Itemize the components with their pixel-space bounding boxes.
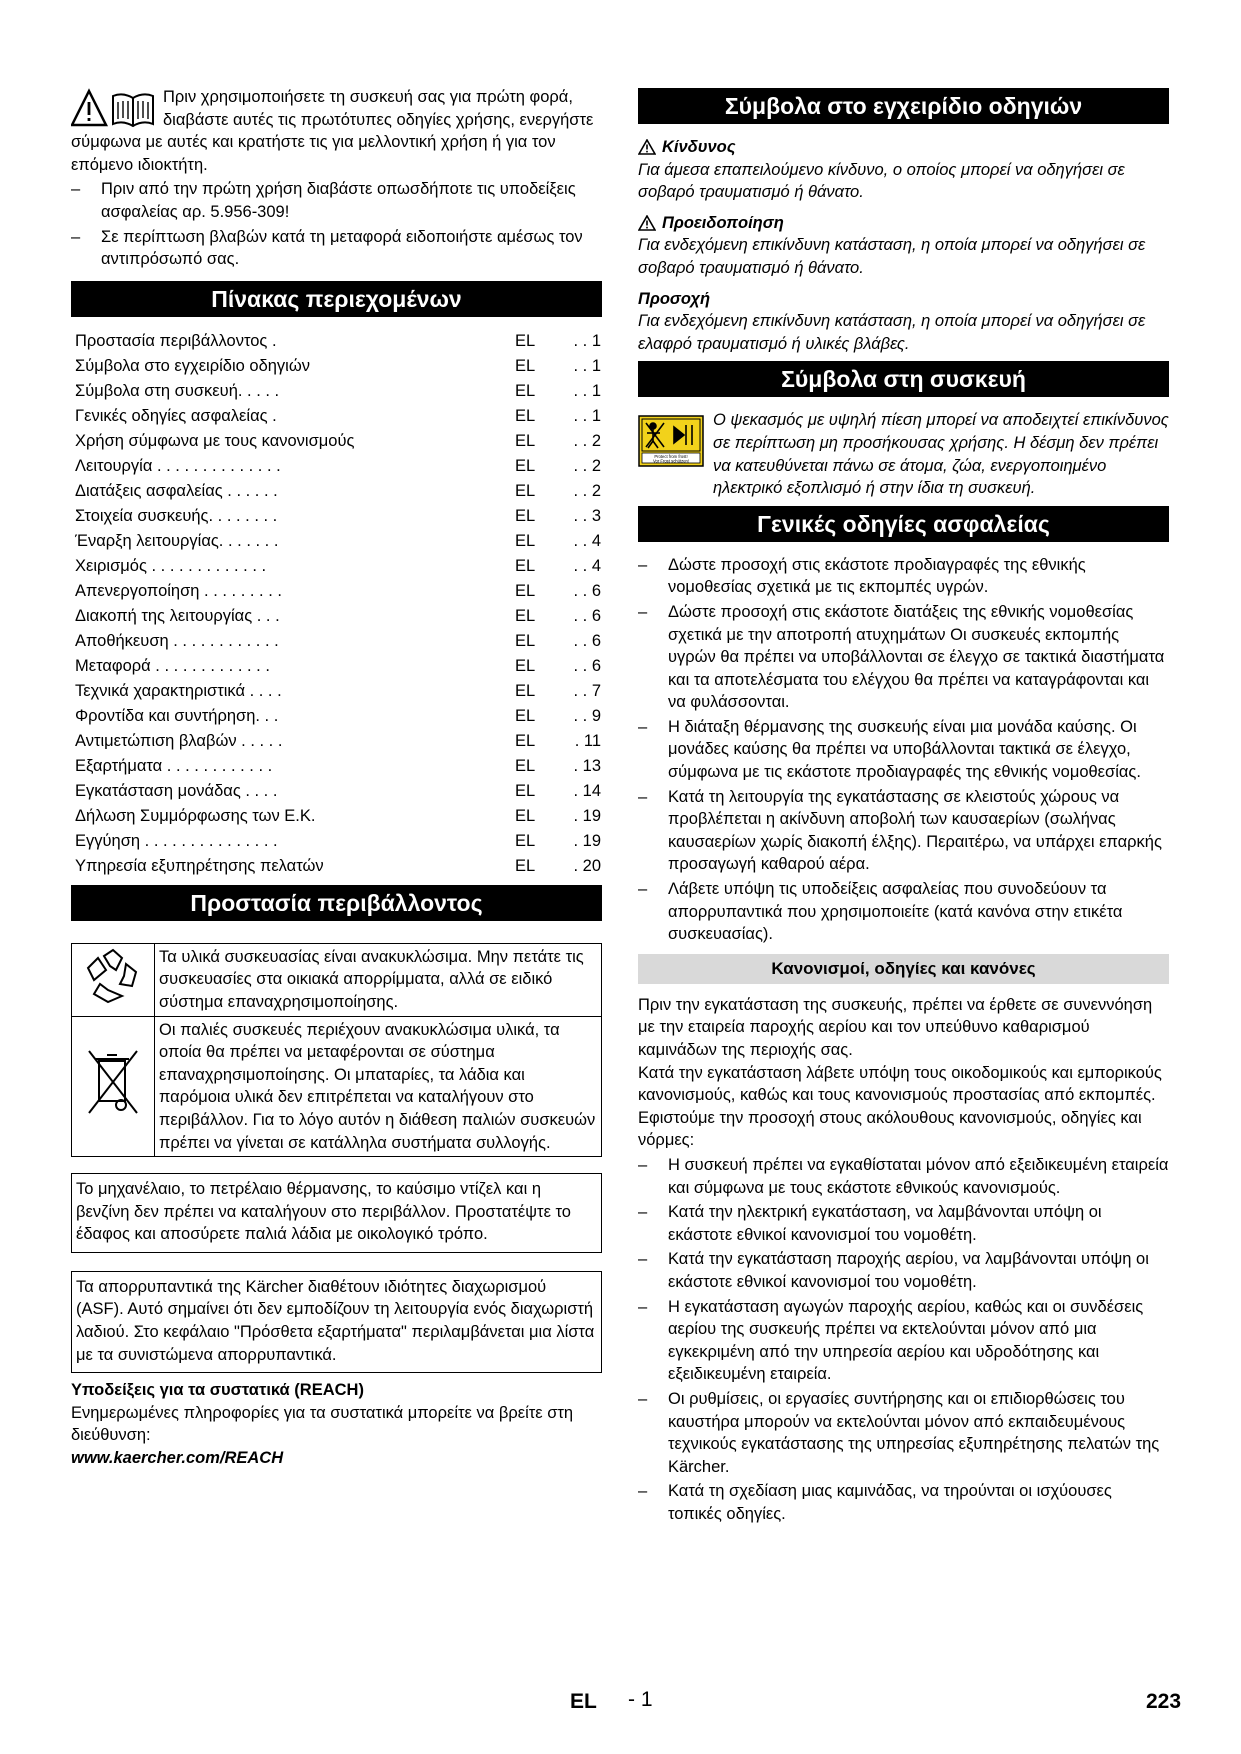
toc-entry-language: EL	[515, 406, 536, 425]
list-item: – Κατά την εγκατάσταση παροχής αερίου, να λαμβάνονται υπόψη οι εκάστοτε εθνικοί κανονισμοί του νομοθέτη.	[638, 1248, 1169, 1293]
rules-list	[638, 1154, 1169, 1526]
toc-entry-language: EL	[515, 806, 536, 825]
toc-entry-page: . . 1	[573, 406, 601, 425]
warning-heading	[638, 212, 1169, 235]
device-symbols-heading: Σύμβολα στη συσκευή	[638, 361, 1169, 397]
safety-list	[638, 554, 1169, 946]
toc-entry-page: . 19	[573, 831, 601, 850]
danger-title: Κίνδυνος	[662, 138, 736, 156]
toc-row[interactable]	[71, 504, 602, 529]
warning-manual-icon	[71, 88, 155, 128]
toc-row[interactable]	[71, 354, 602, 379]
toc-entry-title: Εγγύηση . . . . . . . . . . . . . . .	[75, 831, 278, 850]
right-column	[638, 88, 1169, 1525]
list-item: – Δώστε προσοχή στις εκάστοτε προδιαγραφές της εθνικής νομοθεσίας σχετικά με τις εκπομπές υγρών.	[638, 554, 1169, 599]
list-item: – Λάβετε υπόψη τις υποδείξεις ασφαλείας που συνοδεύουν τα απορρυπαντικά που χρησιμοποιείτε (κατά κανόνα στην ετικέτα συσκευασίας).	[638, 878, 1169, 946]
toc-entry-title: Εξαρτήματα . . . . . . . . . . . .	[75, 756, 273, 775]
label-line-2: Vor Frost schützen!	[652, 458, 690, 464]
toc-entry-title: Υπηρεσία εξυπηρέτησης πελατών	[75, 856, 324, 875]
rules-paragraph-2: Κατά την εγκατάσταση λάβετε υπόψη τους οικοδομικούς και εμπορικούς κανονισμούς, καθώς και τους κανονισμούς προστασίας από εκπομπές. Εφιστούμε την προσοχή στους ακόλουθους κανονισμούς, οδηγίες και νόρμες:	[638, 1063, 1162, 1150]
toc-row[interactable]	[71, 404, 602, 429]
toc-entry-page: . . 2	[573, 481, 601, 500]
toc-entry-page: . 19	[573, 806, 601, 825]
environment-table	[71, 943, 602, 1157]
intro-text: Πριν χρησιμοποιήσετε τη συσκευή σας για πρώτη φορά, διαβάστε αυτές τις πρωτότυπες οδηγίες χρήσης, ενεργήστε σύμφωνα με αυτές και κρατήστε τις για μελλοντική χρήση ή για τον επόμενο ιδιοκτήτη.	[71, 88, 594, 174]
toc-entry-title: Χειρισμός . . . . . . . . . . . . .	[75, 556, 267, 575]
recycle-icon	[82, 946, 144, 1008]
toc-entry-title: Λειτουργία . . . . . . . . . . . . . .	[75, 456, 281, 475]
warning-label-cell	[638, 409, 713, 499]
toc-entry-title: Γενικές οδηγίες ασφαλείας .	[75, 406, 277, 425]
list-item: – Σε περίπτωση βλαβών κατά τη μεταφορά ειδοποιήστε αμέσως τον αντιπρόσωπό σας.	[71, 226, 602, 271]
footer-section-page: - 1	[628, 1688, 653, 1711]
toc-entry-language: EL	[515, 356, 536, 375]
crossed-bin-icon	[85, 1047, 141, 1121]
toc-row[interactable]	[71, 554, 602, 579]
list-item: – Κατά τη λειτουργία της εγκατάστασης σε κλειστούς χώρους να προβλέπεται η ακίνδυνη αποβολή των καυσαερίων (σωλήνας καυσαερίων χωρίς διακοπή έλξης). Περαιτέρω, να υπάρχει επαρκής προσαγωγή καθαρού αέρα.	[638, 786, 1169, 876]
toc-row[interactable]	[71, 329, 602, 354]
packaging-text: Τα υλικά συσκευασίας είναι ανακυκλώσιμα. Μην πετάτε τις συσκευασίες στα οικιακά απορρίμματα, αλλά σε ειδικό σύστημα επαναχρησιμοποίησης.	[159, 947, 584, 1011]
toc-entry-language: EL	[515, 381, 536, 400]
environment-heading: Προστασία περιβάλλοντος	[71, 885, 602, 921]
toc-entry-page: . . 6	[573, 656, 601, 675]
warning-triangle-icon	[638, 139, 656, 155]
toc-entry-language: EL	[515, 506, 536, 525]
toc-entry-page: . . 1	[573, 356, 601, 375]
toc-entry-language: EL	[515, 581, 536, 600]
footer-language: EL	[570, 1690, 597, 1713]
list-item: – Κατά τη σχεδίαση μιας καμινάδας, να τηρούνται οι ισχύουσες τοπικές οδηγίες.	[638, 1480, 1169, 1525]
oil-notice-text: Το μηχανέλαιο, το πετρέλαιο θέρμανσης, το καύσιμο ντίζελ και η βενζίνη δεν πρέπει να καταλήγουν στο περιβάλλον. Προστατέψτε το έδαφος και αποσύρετε παλιά λάδια με οικολογικό τρόπο.	[76, 1180, 571, 1244]
toc-row[interactable]	[71, 779, 602, 804]
toc-row[interactable]	[71, 704, 602, 729]
toc-entry-title: Σύμβολα στο εγχειρίδιο οδηγιών	[75, 356, 310, 375]
toc-entry-language: EL	[515, 531, 536, 550]
detergent-notice-text: Τα απορρυπαντικά της Kärcher διαθέτουν ιδιότητες διαχωρισμού (ASF). Αυτό σημαίνει ότι δεν εμποδίζουν τη λειτουργία ενός διαχωριστή λαδιού. Στο κεφάλαιο "Πρόσθετα εξαρτήματα" περιλαμβάνεται μια λίστα με τα συνιστώμενα απορρυπαντικά.	[76, 1277, 595, 1364]
list-item: – Η συσκευή πρέπει να εγκαθίσταται μόνον από εξειδικευμένη εταιρεία και σύμφωνα με τους εκάστοτε εθνικούς κανονισμούς.	[638, 1154, 1169, 1199]
oil-notice-box	[71, 1173, 602, 1253]
toc-row[interactable]	[71, 454, 602, 479]
toc-entry-title: Στοιχεία συσκευής. . . . . . . .	[75, 506, 278, 525]
toc-entry-title: Τεχνικά χαρακτηριστικά . . . .	[75, 681, 282, 700]
device-symbol-text: Ο ψεκασμός με υψηλή πίεση μπορεί να αποδειχτεί επικίνδυνος σε περίπτωση μη προσήκουσας χρήσης. Η δέσμη δεν πρέπει να κατευθύνεται πάνω σε άτομα, ζώα, ενεργοποιημένο ηλεκτρικό εξοπλισμό ή στην ίδια τη συσκευή.	[713, 411, 1169, 498]
toc-entry-title: Δήλωση Συμμόρφωσης των Ε.Κ.	[75, 806, 316, 825]
toc-entry-page: . 13	[573, 756, 601, 775]
toc-entry-language: EL	[515, 331, 536, 350]
footer-page-number: 223	[1146, 1690, 1182, 1713]
caution-heading	[638, 288, 1169, 311]
toc-row[interactable]	[71, 379, 602, 404]
left-column	[71, 86, 602, 1470]
toc-row[interactable]	[71, 579, 602, 604]
toc-row[interactable]	[71, 654, 602, 679]
toc-row[interactable]	[71, 529, 602, 554]
toc-entry-language: EL	[515, 606, 536, 625]
toc-entry-page: . . 6	[573, 581, 601, 600]
list-item: – Η εγκατάσταση αγωγών παροχής αερίου, καθώς και οι συνδέσεις αερίου της συσκευής πρέπει να εκτελούνται μόνον από μια εγκεκριμένη από την υπηρεσία αερίου και υδροδότησης και εξειδικευμένη εταιρεία.	[638, 1296, 1169, 1386]
toc-row[interactable]	[71, 679, 602, 704]
safety-heading: Γενικές οδηγίες ασφαλείας	[638, 506, 1169, 542]
toc-entry-language: EL	[515, 731, 536, 750]
high-pressure-warning-label-icon	[638, 415, 704, 467]
reach-heading: Υποδείξεις για τα συστατικά (REACH)	[71, 1381, 364, 1400]
old-devices-text: Οι παλιές συσκευές περιέχουν ανακυκλώσιμα υλικά, τα οποία θα πρέπει να μεταφέρονται σε σύστημα επαναχρησιμοποίησης. Οι μπαταρίες, τα λάδια και παρόμοια υλικά δεν επιτρέπεται να καταλήγουν στο περιβάλλον. Για το λόγο αυτόν η διάθεση παλιών συσκευών πρέπει να γίνεται σε κατάλληλα συστήματα συλλογής.	[159, 1020, 596, 1152]
toc-entry-page: . 20	[573, 856, 601, 875]
reach-text: Ενημερωμένες πληροφορίες για τα συστατικά μπορείτε να βρείτε στη διεύθυνση:	[71, 1403, 574, 1445]
toc-row[interactable]	[71, 629, 602, 654]
toc-entry-page: . . 2	[573, 431, 601, 450]
toc-entry-language: EL	[515, 781, 536, 800]
toc-entry-page: . . 1	[573, 381, 601, 400]
packaging-text-cell	[155, 943, 602, 1016]
toc-entry-page: . . 9	[573, 706, 601, 725]
old-devices-text-cell	[155, 1016, 602, 1157]
manual-symbols-heading: Σύμβολα στο εγχειρίδιο οδηγιών	[638, 88, 1169, 124]
toc-entry-title: Μεταφορά . . . . . . . . . . . . .	[75, 656, 270, 675]
toc-entry-language: EL	[515, 856, 536, 875]
toc-entry-page: . . 1	[573, 331, 601, 350]
list-item: – Η διάταξη θέρμανσης της συσκευής είναι μια μονάδα καύσης. Οι μονάδες καύσης θα πρέπει να υποβάλλονται τακτικά σε έλεγχο, σύμφωνα με τις εκάστοτε προδιαγραφές της εθνικής νομοθεσίας.	[638, 716, 1169, 784]
toc-entry-language: EL	[515, 656, 536, 675]
toc-row[interactable]	[71, 729, 602, 754]
toc-entry-language: EL	[515, 706, 536, 725]
danger-heading	[638, 136, 1169, 159]
toc-entry-page: . . 3	[573, 506, 601, 525]
toc-entry-title: Αποθήκευση . . . . . . . . . . . .	[75, 631, 279, 650]
list-item: – Κατά την ηλεκτρική εγκατάσταση, να λαμβάνονται υπόψη οι εκάστοτε εθνικοί κανονισμοί του νομοθέτη.	[638, 1201, 1169, 1246]
detergent-notice-box	[71, 1271, 602, 1373]
toc-heading: Πίνακας περιεχομένων	[71, 281, 602, 317]
warning-title: Προειδοποίηση	[662, 213, 784, 232]
toc-entry-title: Διακοπή της λειτουργίας . . .	[75, 606, 280, 625]
toc-entry-language: EL	[515, 431, 536, 450]
toc-entry-language: EL	[515, 481, 536, 500]
list-item: – Δώστε προσοχή στις εκάστοτε διατάξεις της εθνικής νομοθεσίας σχετικά με την αποτροπή ατυχημάτων Οι συσκευές εκπομπής υγρών θα πρέπει να υποβάλλονται σε έλεγχο σε τακτικά διαστήματα και τα αποτελέσματα του ελέγχου θα πρέπει να καταγράφονται και να φυλάσσονται.	[638, 601, 1169, 714]
intro-block	[71, 86, 602, 176]
toc-entry-language: EL	[515, 681, 536, 700]
toc-entry-language: EL	[515, 831, 536, 850]
list-item: – Οι ρυθμίσεις, οι εργασίες συντήρησης και οι επιδιορθώσεις του καυστήρα μπορούν να εκτελούνται μόνον από εκπαιδευμένους τεχνικούς εγκατάστασης της υπηρεσίας εξυπηρέτησης πελατών της Kärcher.	[638, 1388, 1169, 1478]
warning-text: Για ενδεχόμενη επικίνδυνη κατάσταση, η οποία μπορεί να οδηγήσει σε σοβαρό τραυματισμό ή θάνατο.	[638, 236, 1146, 277]
toc-entry-title: Προστασία περιβάλλοντος .	[75, 331, 277, 350]
toc-entry-title: Απενεργοποίηση . . . . . . . . .	[75, 581, 282, 600]
warning-triangle-icon	[638, 215, 656, 231]
toc-entry-page: . . 6	[573, 606, 601, 625]
toc-row[interactable]	[71, 754, 602, 779]
intro-list	[71, 178, 602, 270]
toc-entry-language: EL	[515, 456, 536, 475]
toc-entry-title: Διατάξεις ασφαλείας . . . . . .	[75, 481, 278, 500]
caution-title: Προσοχή	[638, 289, 711, 308]
toc-entry-language: EL	[515, 756, 536, 775]
toc-entry-language: EL	[515, 631, 536, 650]
toc-row[interactable]	[71, 604, 602, 629]
toc-entry-page: . . 6	[573, 631, 601, 650]
toc-entry-page: . 14	[573, 781, 601, 800]
list-item: – Πριν από την πρώτη χρήση διαβάστε οπωσδήποτε τις υποδείξεις ασφαλείας αρ. 5.956-309!	[71, 178, 602, 223]
recycle-icon-cell	[72, 943, 155, 1016]
toc-entry-title: Σύμβολα στη συσκευή. . . . .	[75, 381, 280, 400]
weee-icon-cell	[72, 1016, 155, 1157]
toc-row[interactable]	[71, 479, 602, 504]
toc-row[interactable]	[71, 829, 602, 854]
rules-heading: Κανονισμοί, οδηγίες και κανόνες	[638, 954, 1169, 984]
toc-entry-page: . . 4	[573, 531, 601, 550]
toc-row[interactable]	[71, 854, 602, 879]
toc-entry-title: Εγκατάσταση μονάδας . . . .	[75, 781, 278, 800]
table-of-contents	[71, 329, 602, 879]
toc-entry-title: Φροντίδα και συντήρηση. . .	[75, 706, 279, 725]
toc-entry-title: Έναρξη λειτουργίας. . . . . . .	[75, 531, 279, 550]
toc-entry-title: Αντιμετώπιση βλαβών . . . . .	[75, 731, 283, 750]
toc-entry-title: Χρήση σύμφωνα με τους κανονισμούς	[75, 431, 355, 450]
toc-entry-language: EL	[515, 556, 536, 575]
device-symbol-row	[638, 409, 1169, 499]
reach-link[interactable]: www.kaercher.com/REACH	[71, 1449, 284, 1468]
toc-entry-page: . . 4	[573, 556, 601, 575]
toc-entry-page: . . 2	[573, 456, 601, 475]
toc-entry-page: . . 7	[573, 681, 601, 700]
caution-text: Για ενδεχόμενη επικίνδυνη κατάσταση, η οποία μπορεί να οδηγήσει σε ελαφρό τραυματισμό ή υλικές βλάβες.	[638, 312, 1146, 353]
toc-row[interactable]	[71, 429, 602, 454]
rules-paragraph-1: Πριν την εγκατάσταση της συσκευής, πρέπει να έρθετε σε συνεννόηση με την εταιρεία παροχής αερίου και τον υπεύθυνο καθαρισμού καμινάδων της περιοχής σας.	[638, 995, 1153, 1059]
toc-row[interactable]	[71, 804, 602, 829]
toc-entry-page: . 11	[574, 731, 601, 750]
label-line-1: Protect from frost!	[654, 454, 688, 460]
danger-text: Για άμεσα επαπειλούμενο κίνδυνο, ο οποίος μπορεί να οδηγήσει σε σοβαρό τραυματισμό ή θάνατο.	[638, 160, 1125, 202]
